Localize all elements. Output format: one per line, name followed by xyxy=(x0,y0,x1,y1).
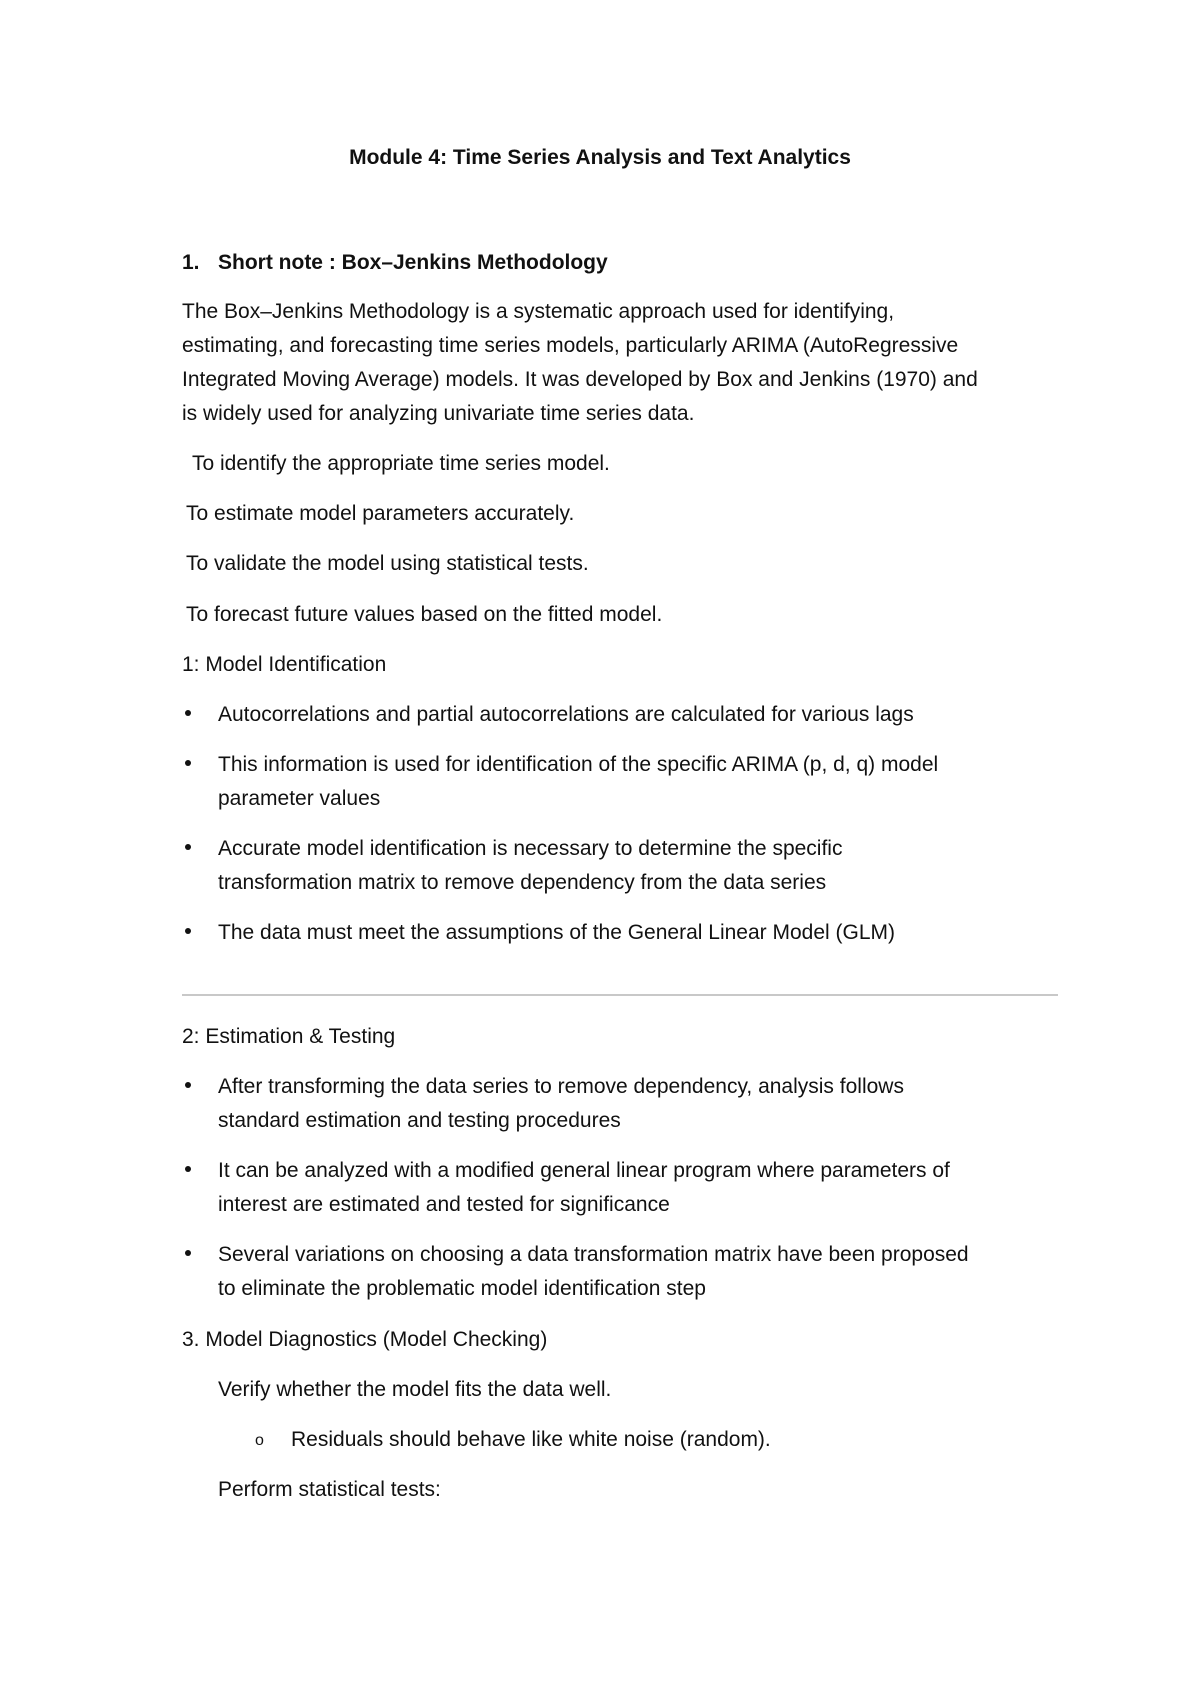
list-item: This information is used for identification of the specific ARIMA (p, d, q) model xyxy=(218,753,939,776)
bullet-icon xyxy=(182,1156,192,1166)
list-item-continued: interest are estimated and tested for significance xyxy=(218,1193,670,1216)
list-item: It can be analyzed with a modified general linear program where parameters of xyxy=(218,1159,950,1182)
list-item: Several variations on choosing a data transformation matrix have been proposed xyxy=(218,1243,969,1266)
list-item: After transforming the data series to remove dependency, analysis follows xyxy=(218,1075,904,1098)
horizontal-divider xyxy=(182,994,1058,996)
bullet-icon xyxy=(182,918,192,928)
bullet-icon xyxy=(182,1072,192,1082)
bullet-icon xyxy=(182,1240,192,1250)
step1-heading: 1: Model Identification xyxy=(182,653,387,676)
sub-list-item: Residuals should behave like white noise (random). xyxy=(291,1428,771,1451)
list-item-continued: to eliminate the problematic model identification step xyxy=(218,1277,706,1300)
hollow-bullet-icon: o xyxy=(255,1432,264,1449)
list-item: The data must meet the assumptions of the General Linear Model (GLM) xyxy=(218,921,895,944)
intro-line: estimating, and forecasting time series models, particularly ARIMA (AutoRegressive xyxy=(182,334,959,357)
list-item: Accurate model identification is necessary to determine the specific xyxy=(218,837,843,860)
intro-line: The Box–Jenkins Methodology is a systematic approach used for identifying, xyxy=(182,300,895,323)
section-number: 1. xyxy=(182,251,200,274)
intro-line: is widely used for analyzing univariate time series data. xyxy=(182,402,695,425)
list-item-continued: transformation matrix to remove dependency from the data series xyxy=(218,871,827,894)
bullet-icon xyxy=(182,834,192,844)
objective-line: To identify the appropriate time series model. xyxy=(192,452,610,475)
section-heading xyxy=(182,248,608,278)
perform-line: Perform statistical tests: xyxy=(218,1478,441,1501)
bullet-icon xyxy=(182,700,192,710)
list-item-continued: standard estimation and testing procedures xyxy=(218,1109,621,1132)
step3-heading: 3. Model Diagnostics (Model Checking) xyxy=(182,1328,548,1351)
section-heading-text: Short note : Box–Jenkins Methodology xyxy=(218,251,608,274)
intro-line: Integrated Moving Average) models. It was developed by Box and Jenkins (1970) and xyxy=(182,368,978,391)
objective-line: To validate the model using statistical tests. xyxy=(186,552,589,575)
bullet-icon xyxy=(182,750,192,760)
verify-line: Verify whether the model fits the data well. xyxy=(218,1378,612,1401)
list-item-continued: parameter values xyxy=(218,787,381,810)
list-item: Autocorrelations and partial autocorrelations are calculated for various lags xyxy=(218,703,914,726)
document-title: Module 4: Time Series Analysis and Text Analytics xyxy=(349,146,851,169)
step2-heading: 2: Estimation & Testing xyxy=(182,1025,396,1048)
objective-line: To estimate model parameters accurately. xyxy=(186,502,575,525)
objective-line: To forecast future values based on the fitted model. xyxy=(186,603,663,626)
